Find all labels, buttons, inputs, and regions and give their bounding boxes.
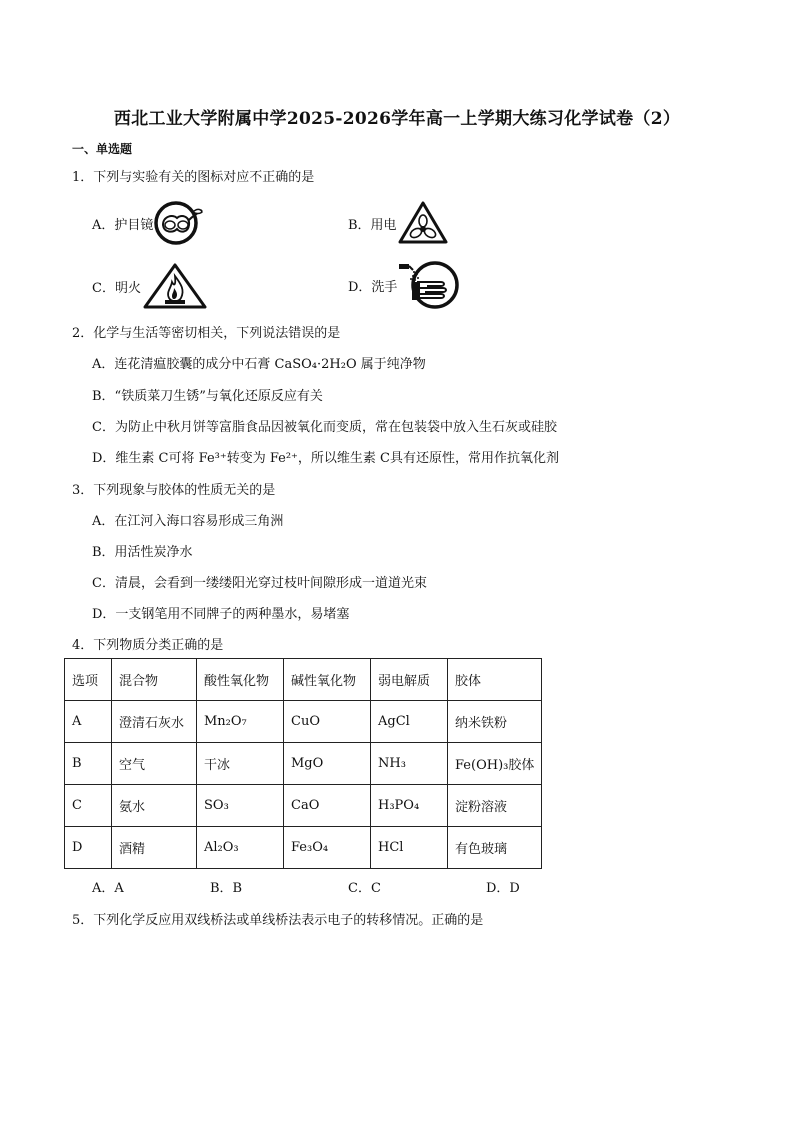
q4-answer-a: A．A bbox=[92, 881, 124, 896]
table-cell: 有色玻璃 bbox=[448, 827, 542, 869]
table-cell: MgO bbox=[284, 743, 371, 785]
q1-option-c bbox=[92, 262, 209, 310]
table-cell: A bbox=[65, 701, 112, 743]
table-header-cell: 碱性氧化物 bbox=[284, 659, 371, 701]
table-cell: 酒精 bbox=[112, 827, 197, 869]
table-cell: H₃PO₄ bbox=[371, 785, 448, 827]
question-4-stem: 4．下列物质分类正确的是 bbox=[72, 638, 224, 653]
q2-option-c: C．为防止中秋月饼等富脂食品因被氧化而变质，常在包装袋中放入生石灰或硅胶 bbox=[92, 420, 557, 435]
question-5-stem: 5．下列化学反应用双线桥法或单线桥法表示电子的转移情况。正确的是 bbox=[72, 913, 484, 928]
q3-option-b: B．用活性炭净水 bbox=[92, 545, 193, 560]
table-cell: Fe(OH)₃胶体 bbox=[448, 743, 542, 785]
table-cell: Fe₃O₄ bbox=[284, 827, 371, 869]
q1-option-d-label: D．洗手 bbox=[348, 279, 398, 295]
q1-option-a-label: A．护目镜 bbox=[92, 217, 154, 233]
q1-option-b-label: B．用电 bbox=[348, 217, 397, 233]
q3-option-c: C．清晨，会看到一缕缕阳光穿过枝叶间隙形成一道道光束 bbox=[92, 576, 427, 591]
hand-wash-icon bbox=[397, 260, 459, 310]
q2-option-b: B．“铁质菜刀生锈”与氧化还原反应有关 bbox=[92, 389, 323, 404]
table-cell: B bbox=[65, 743, 112, 785]
q1-option-d bbox=[348, 260, 459, 310]
table-cell: NH₃ bbox=[371, 743, 448, 785]
question-1-stem: 1．下列与实验有关的图标对应不正确的是 bbox=[72, 170, 315, 185]
section-heading: 一、单选题 bbox=[72, 142, 133, 156]
table-cell: CuO bbox=[284, 701, 371, 743]
table-header-cell: 胶体 bbox=[448, 659, 542, 701]
question-3-stem: 3．下列现象与胶体的性质无关的是 bbox=[72, 483, 276, 498]
table-cell: CaO bbox=[284, 785, 371, 827]
table-cell: SO₃ bbox=[197, 785, 284, 827]
table-header-row bbox=[65, 659, 542, 701]
table-row bbox=[65, 785, 542, 827]
q2-option-d: D．维生素 C可将 Fe³⁺转变为 Fe²⁺，所以维生素 C具有还原性，常用作抗氧化剂 bbox=[92, 451, 559, 466]
table-row bbox=[65, 827, 542, 869]
question-2-stem: 2．化学与生活等密切相关，下列说法错误的是 bbox=[72, 326, 341, 341]
table-cell: D bbox=[65, 827, 112, 869]
table-cell: Al₂O₃ bbox=[197, 827, 284, 869]
page-title: 西北工业大学附属中学2025-2026学年高一上学期大练习化学试卷（2） bbox=[113, 109, 681, 129]
table-cell: AgCl bbox=[371, 701, 448, 743]
q4-answer-c: C．C bbox=[348, 881, 381, 896]
table-row bbox=[65, 743, 542, 785]
table-header-cell: 弱电解质 bbox=[371, 659, 448, 701]
table-header-cell: 选项 bbox=[65, 659, 112, 701]
fan-warning-icon bbox=[397, 200, 449, 246]
table-cell: 干冰 bbox=[197, 743, 284, 785]
q3-option-d: D．一支钢笔用不同牌子的两种墨水，易堵塞 bbox=[92, 607, 350, 622]
q3-option-a: A．在江河入海口容易形成三角洲 bbox=[92, 514, 284, 529]
table-cell: 淀粉溶液 bbox=[448, 785, 542, 827]
q4-answer-d: D．D bbox=[486, 881, 520, 896]
table-cell: 澄清石灰水 bbox=[112, 701, 197, 743]
table-cell: Mn₂O₇ bbox=[197, 701, 284, 743]
table-cell: 纳米铁粉 bbox=[448, 701, 542, 743]
q1-option-c-label: C．明火 bbox=[92, 280, 141, 296]
table-row bbox=[65, 701, 542, 743]
table-cell: HCl bbox=[371, 827, 448, 869]
table-header-cell: 混合物 bbox=[112, 659, 197, 701]
table-cell: 氨水 bbox=[112, 785, 197, 827]
table-header-cell: 酸性氧化物 bbox=[197, 659, 284, 701]
flame-warning-icon bbox=[141, 262, 209, 310]
q2-option-a: A．连花清瘟胶囊的成分中石膏 CaSO₄·2H₂O 属于纯净物 bbox=[92, 357, 426, 372]
q1-option-b bbox=[348, 200, 449, 246]
q1-option-a bbox=[92, 200, 203, 246]
goggles-icon bbox=[153, 200, 203, 246]
table-cell: 空气 bbox=[112, 743, 197, 785]
table-cell: C bbox=[65, 785, 112, 827]
q4-answer-b: B．B bbox=[210, 881, 243, 896]
classification-table bbox=[64, 658, 542, 869]
